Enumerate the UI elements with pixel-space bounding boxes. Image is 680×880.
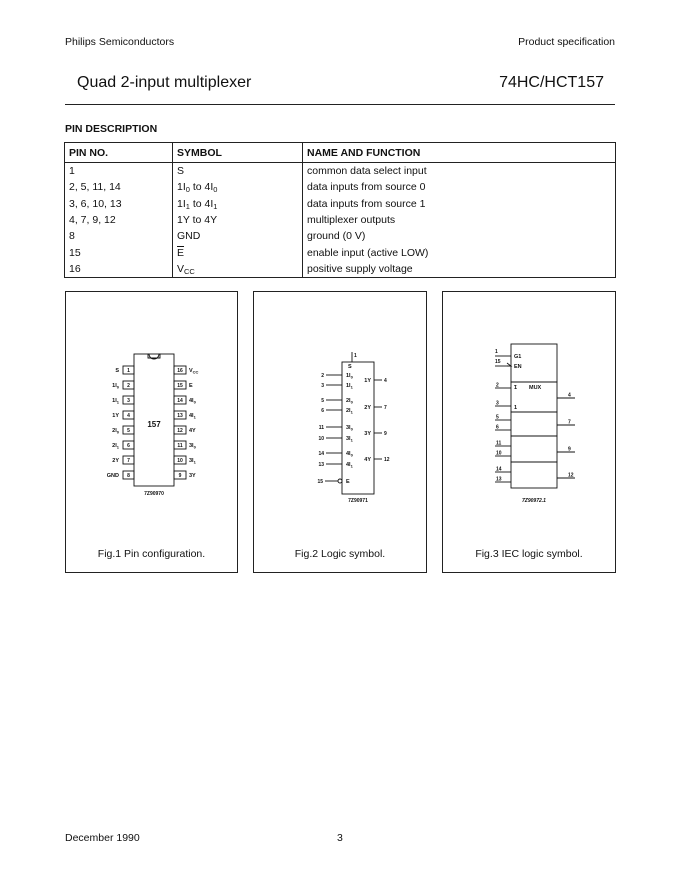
mux-section-4 [511,462,557,488]
symbol-subscript: 1 [213,201,218,211]
input-name: $4I_1$ [346,462,353,469]
symbol-text: to 4I [189,181,214,194]
right-pin-group [174,366,199,479]
figure-caption: Fig.1 Pin configuration. [97,548,206,560]
input-group [318,373,353,469]
output-pin-number: 12 [384,457,390,463]
input-pin-number: 14 [318,451,324,457]
symbol-text: 1I [177,197,186,210]
input-name: $1I_0$ [346,373,353,380]
pin-number: 12 [177,428,183,434]
pin-number: 6 [127,443,130,449]
input-pin-number: 13 [496,476,502,483]
chip-notch [148,354,160,359]
pin-name: 2Y [112,458,119,464]
figure-logic-symbol [253,291,427,573]
pin-name: 1Y [112,413,119,419]
function-cell: common data select input [303,163,616,180]
input-pin-number: 13 [318,462,324,468]
pin-name: $1I_0$ [112,383,119,390]
table-header-row [65,143,616,163]
input-pin-number: 2 [321,373,324,379]
pin-number-cell: 16 [65,261,173,278]
symbol-text: 1I [177,181,186,194]
input-pin-number: 5 [321,398,324,404]
pin-number-cell: 3, 6, 10, 13 [65,196,173,212]
symbol-text: S [177,165,185,178]
table-row [65,244,616,260]
table-row [65,179,616,195]
pin-number: 13 [177,413,183,419]
table-row [65,212,616,228]
iec-logic-symbol-diagram [443,292,617,542]
pin-number: 11 [177,443,183,449]
input-pin-number: 3 [321,383,324,389]
pin-number: 14 [177,398,183,404]
control-label: G1 [514,354,522,360]
pin-name: $3I_0$ [189,443,196,450]
pin-name: S [115,368,119,374]
pin-number-cell: 4, 7, 9, 12 [65,212,173,228]
enable-polarity-icon [507,363,511,366]
output-name: 3Y [364,431,371,437]
logic-symbol-diagram [254,292,428,542]
pin-number-cell: 15 [65,244,173,260]
page-title: Quad 2-input multiplexer [77,74,252,91]
select-label: S [348,364,352,370]
input-group [495,383,511,483]
pin-name: $V_{CC}$ [189,368,199,375]
pin-name: $1I_1$ [112,398,119,405]
symbol-cell [173,163,303,180]
part-number: 74HC/HCT157 [499,74,604,91]
output-pin-number: 12 [568,472,574,479]
function-cell: ground (0 V) [303,228,616,244]
select-pin-number: 1 [354,353,357,359]
pin-configuration-diagram [66,292,239,542]
input-pin-number: 5 [496,414,499,421]
select-qualifier: 1 [514,405,518,411]
function-cell: data inputs from source 0 [303,179,616,195]
input-pin-number: 11 [318,425,324,431]
control-block [511,344,557,382]
mux-section-3 [511,436,557,462]
symbol-text: $\overline{E}$ [177,246,185,259]
function-cell: data inputs from source 1 [303,196,616,212]
pin-number-cell: 1 [65,163,173,180]
table-row [65,196,616,212]
section-title: PIN DESCRIPTION [65,123,158,135]
pin-number: 15 [177,383,183,389]
symbol-cell [173,261,303,278]
pin-number: 1 [127,368,130,374]
input-pin-number: 6 [496,424,499,431]
control-pin-number: 15 [495,359,501,365]
output-pin-number: 9 [568,446,571,453]
symbol-subscript: CC [184,266,195,276]
pin-name: E [189,383,193,389]
pin-number: 10 [177,458,183,464]
symbol-subscript: 1 [185,201,190,211]
figure-code: 7Z90972.1 [522,498,546,504]
pin-name: $2I_0$ [112,428,119,435]
function-cell: multiplexer outputs [303,212,616,228]
pin-name: GND [106,473,119,479]
output-pin-number: 7 [568,419,571,426]
output-name: 2Y [364,405,371,411]
input-name: $1I_1$ [346,383,353,390]
output-name: 4Y [364,457,371,463]
enable-bubble [338,479,342,483]
pin-number: 2 [127,383,130,389]
company-name: Philips Semiconductors [65,36,175,48]
column-header: NAME AND FUNCTION [303,143,616,163]
symbol-text: V [177,262,185,275]
page-number: 3 [337,832,343,844]
input-name: $2I_0$ [346,398,353,405]
mux-label: MUX [529,385,542,391]
pin-number: 7 [127,458,130,464]
pin-name: 4Y [189,428,196,434]
output-name: 1Y [364,378,371,384]
symbol-subscript: 0 [213,185,218,195]
left-pin-group [107,366,134,479]
pin-number: 3 [127,398,130,404]
column-header: SYMBOL [173,143,303,163]
output-group [557,393,575,479]
symbol-cell: 1Y to 4Y [173,212,303,228]
figure-pin-configuration [65,291,238,573]
symbol-cell [173,244,303,260]
pin-name: $3I_1$ [189,458,196,465]
figure-iec-logic-symbol [442,291,616,573]
chip-label: 157 [147,420,161,429]
enable-pin-number: 15 [317,479,323,485]
figure-caption: Fig.2 Logic symbol. [294,548,386,560]
input-pin-number: 11 [496,440,502,447]
pin-number-cell: 8 [65,228,173,244]
pin-number: 8 [127,473,130,479]
column-header: PIN NO. [65,143,173,163]
enable-label: E [346,479,350,485]
control-label: EN [514,364,522,370]
output-pin-number: 4 [384,378,387,384]
footer-date: December 1990 [65,832,140,844]
pin-number: 16 [177,368,183,374]
input-name: $2I_1$ [346,408,353,415]
pin-number: 9 [178,473,182,479]
input-pin-number: 10 [318,436,324,442]
select-qualifier: 1 [514,385,518,391]
table-row [65,261,616,278]
function-cell: enable input (active LOW) [303,244,616,260]
input-pin-number: 3 [496,400,499,407]
table-row [65,228,616,244]
document-type: Product specification [518,36,615,48]
input-pin-number: 14 [496,466,502,473]
pin-name: $4I_1$ [189,413,196,420]
input-name: $3I_0$ [346,425,353,432]
pin-number-cell: 2, 5, 11, 14 [65,179,173,195]
table-row [65,163,616,180]
pin-number: 4 [127,413,130,419]
output-pin-number: 9 [384,431,387,437]
pin-number: 5 [127,428,130,434]
header-rule [65,104,615,105]
figure-caption: Fig.3 IEC logic symbol. [475,548,583,560]
input-pin-number: 10 [496,450,502,457]
figure-code: 7Z90970 [144,491,164,497]
symbol-cell: GND [173,228,303,244]
input-name: $4I_0$ [346,451,353,458]
output-pin-number: 4 [568,392,571,399]
output-pin-number: 7 [384,405,387,411]
input-pin-number: 2 [496,382,499,389]
pin-description-table [64,142,616,278]
pin-name: $2I_1$ [112,443,119,450]
symbol-text: to 4I [189,197,214,210]
pin-name: 3Y [189,473,196,479]
function-cell: positive supply voltage [303,261,616,278]
figure-code: 7Z90971 [348,498,368,504]
control-pin-number: 1 [495,349,498,355]
symbol-cell [173,196,303,212]
symbol-cell [173,179,303,195]
mux-section-2 [511,412,557,436]
input-name: $3I_1$ [346,436,353,443]
input-pin-number: 6 [321,408,324,414]
symbol-subscript: 0 [185,185,190,195]
output-group [364,378,390,463]
pin-name: $4I_0$ [189,398,196,405]
